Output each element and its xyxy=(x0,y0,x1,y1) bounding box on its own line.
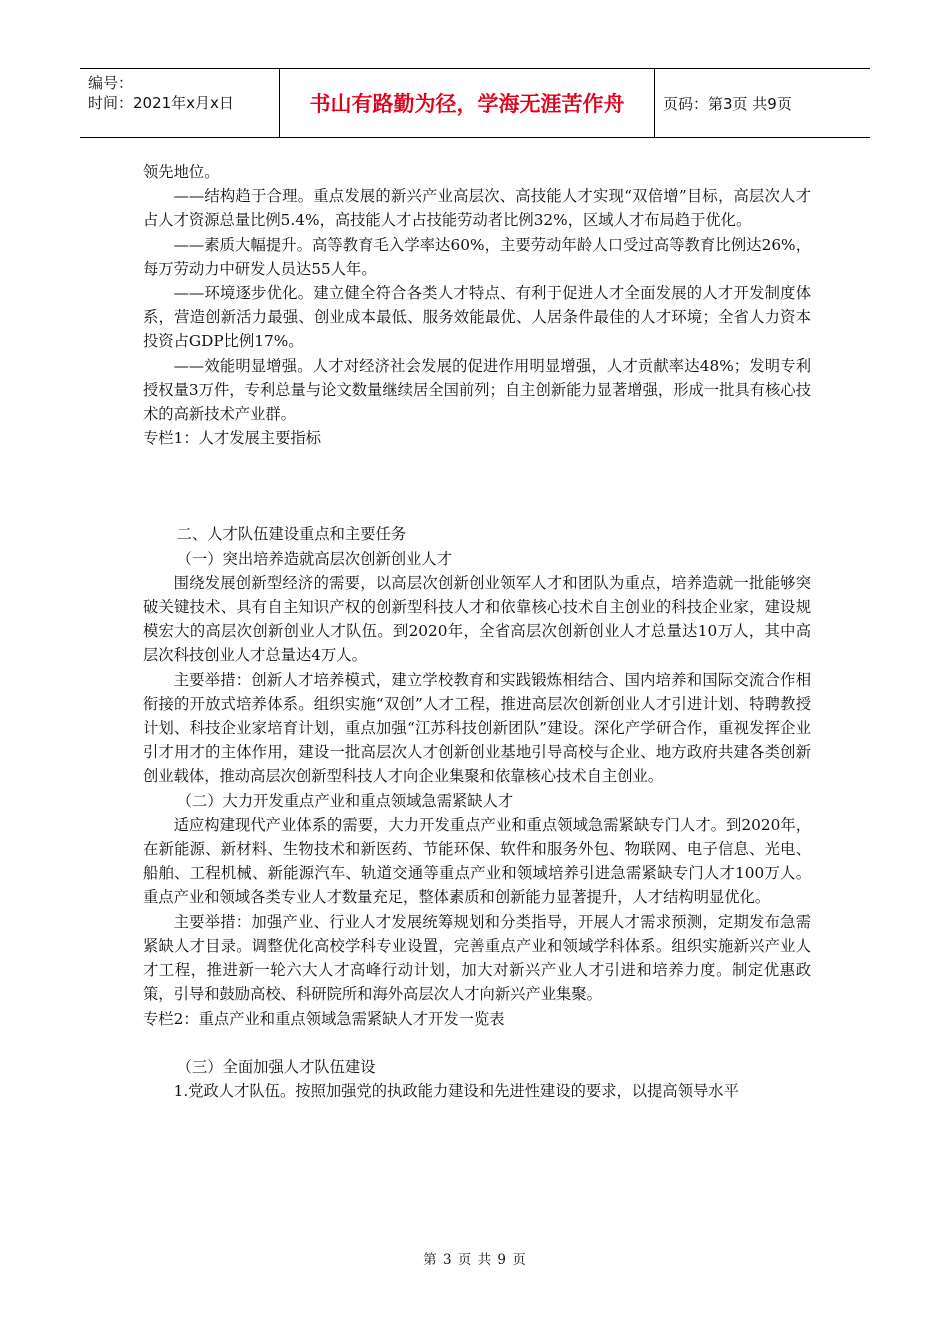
box-caption: 专栏2：重点产业和重点领域急需紧缺人才开发一览表 xyxy=(143,1009,505,1028)
document-body xyxy=(143,160,811,1103)
subsection-heading: （三）全面加强人才队伍建设 xyxy=(176,1057,376,1076)
paragraph: 适应构建现代产业体系的需要，大力开发重点产业和重点领域急需紧缺专门人才。到2020年，在新能源、新材料、生物技术和新医药、节能环保、软件和服务外包、物联网、电子信息、光电、船舶、工程机械、新能源汽车、轨道交通等重点产业和领域培养引进急需紧缺专门人才100万人。重点产业和领域各类专业人才数量充足，整体素质和创新能力显著提升，人才结构明显优化。 xyxy=(143,815,811,907)
subsection-heading: （一）突出培养造就高层次创新创业人才 xyxy=(176,549,453,568)
box-caption: 专栏1：人才发展主要指标 xyxy=(143,429,321,448)
header-page-label: 页码：第3页 共9页 xyxy=(663,94,792,113)
page-footer: 第 3 页 共 9 页 xyxy=(423,1252,527,1268)
paragraph: 主要举措：创新人才培养模式，建立学校教育和实践锻炼相结合、国内培养和国际交流合作相衔接的开放式培养体系。组织实施“双创”人才工程，推进高层次创新创业人才引进计划、特聘教授计划、科技企业家培育计划，重点加强“江苏科技创新团队”建设。深化产学研合作，重视发挥企业引才用才的主体作用，建设一批高层次人才创新创业基地引导高校与企业、地方政府共建各类创新创业载体，推动高层次创新型科技人才向企业集聚和依靠核心技术自主创业。 xyxy=(143,670,811,786)
page-header xyxy=(80,68,870,138)
date-label: 时间：2021年x月x日 xyxy=(88,94,234,112)
paragraph: 围绕发展创新型经济的需要，以高层次创新创业领军人才和团队为重点，培养造就一批能够突破关键技术、具有自主知识产权的创新型科技人才和依靠核心技术自主创业的科技企业家，建设规模宏大的高层次创新创业人才队伍。到2020年，全省高层次创新创业人才总量达10万人，其中高层次科技创业人才总量达4万人。 xyxy=(143,573,811,665)
paragraph: ——结构趋于合理。重点发展的新兴产业高层次、高技能人才实现“双倍增”目标，高层次人才占人才资源总量比例5.4%，高技能人才占技能劳动者比例32%，区域人才布局趋于优化。 xyxy=(143,187,811,230)
header-motto: 书山有路勤为径，学海无涯苦作舟 xyxy=(280,69,655,137)
spacer xyxy=(143,450,811,522)
paragraph: ——环境逐步优化。建立健全符合各类人才特点、有利于促进人才全面发展的人才开发制度体系，营造创新活力最强、创业成本最低、服务效能最优、人居条件最佳的人才环境；全省人力资本投资占GDP比例17%。 xyxy=(143,284,811,351)
paragraph: ——素质大幅提升。高等教育毛入学率达60%，主要劳动年龄人口受过高等教育比例达26%，每万劳动力中研发人员达55人年。 xyxy=(143,235,811,278)
subsection-heading: （二）大力开发重点产业和重点领域急需紧缺人才 xyxy=(176,791,514,810)
spacer xyxy=(143,1031,811,1055)
paragraph: 1.党政人才队伍。按照加强党的执政能力建设和先进性建设的要求，以提高领导水平 xyxy=(173,1081,739,1100)
paragraph: ——效能明显增强。人才对经济社会发展的促进作用明显增强，人才贡献率达48%；发明专利授权量3万件，专利总量与论文数量继续居全国前列；自主创新能力显著增强，形成一批具有核心技术的高新技术产业群。 xyxy=(143,356,811,424)
paragraph: 领先地位。 xyxy=(143,163,220,181)
header-meta xyxy=(80,69,280,137)
serial-label: 编号： xyxy=(88,74,134,92)
section-heading: 二、人才队伍建设重点和主要任务 xyxy=(176,525,407,544)
paragraph: 主要举措：加强产业、行业人才发展统筹规划和分类指导，开展人才需求预测，定期发布急需紧缺人才目录。调整优化高校学科专业设置，完善重点产业和领域学科体系。组织实施新兴产业人才工程，推进新一轮六大人才高峰行动计划，加大对新兴产业人才引进和培养力度。制定优惠政策，引导和鼓励高校、科研院所和海外高层次人才向新兴产业集聚。 xyxy=(143,912,811,1004)
